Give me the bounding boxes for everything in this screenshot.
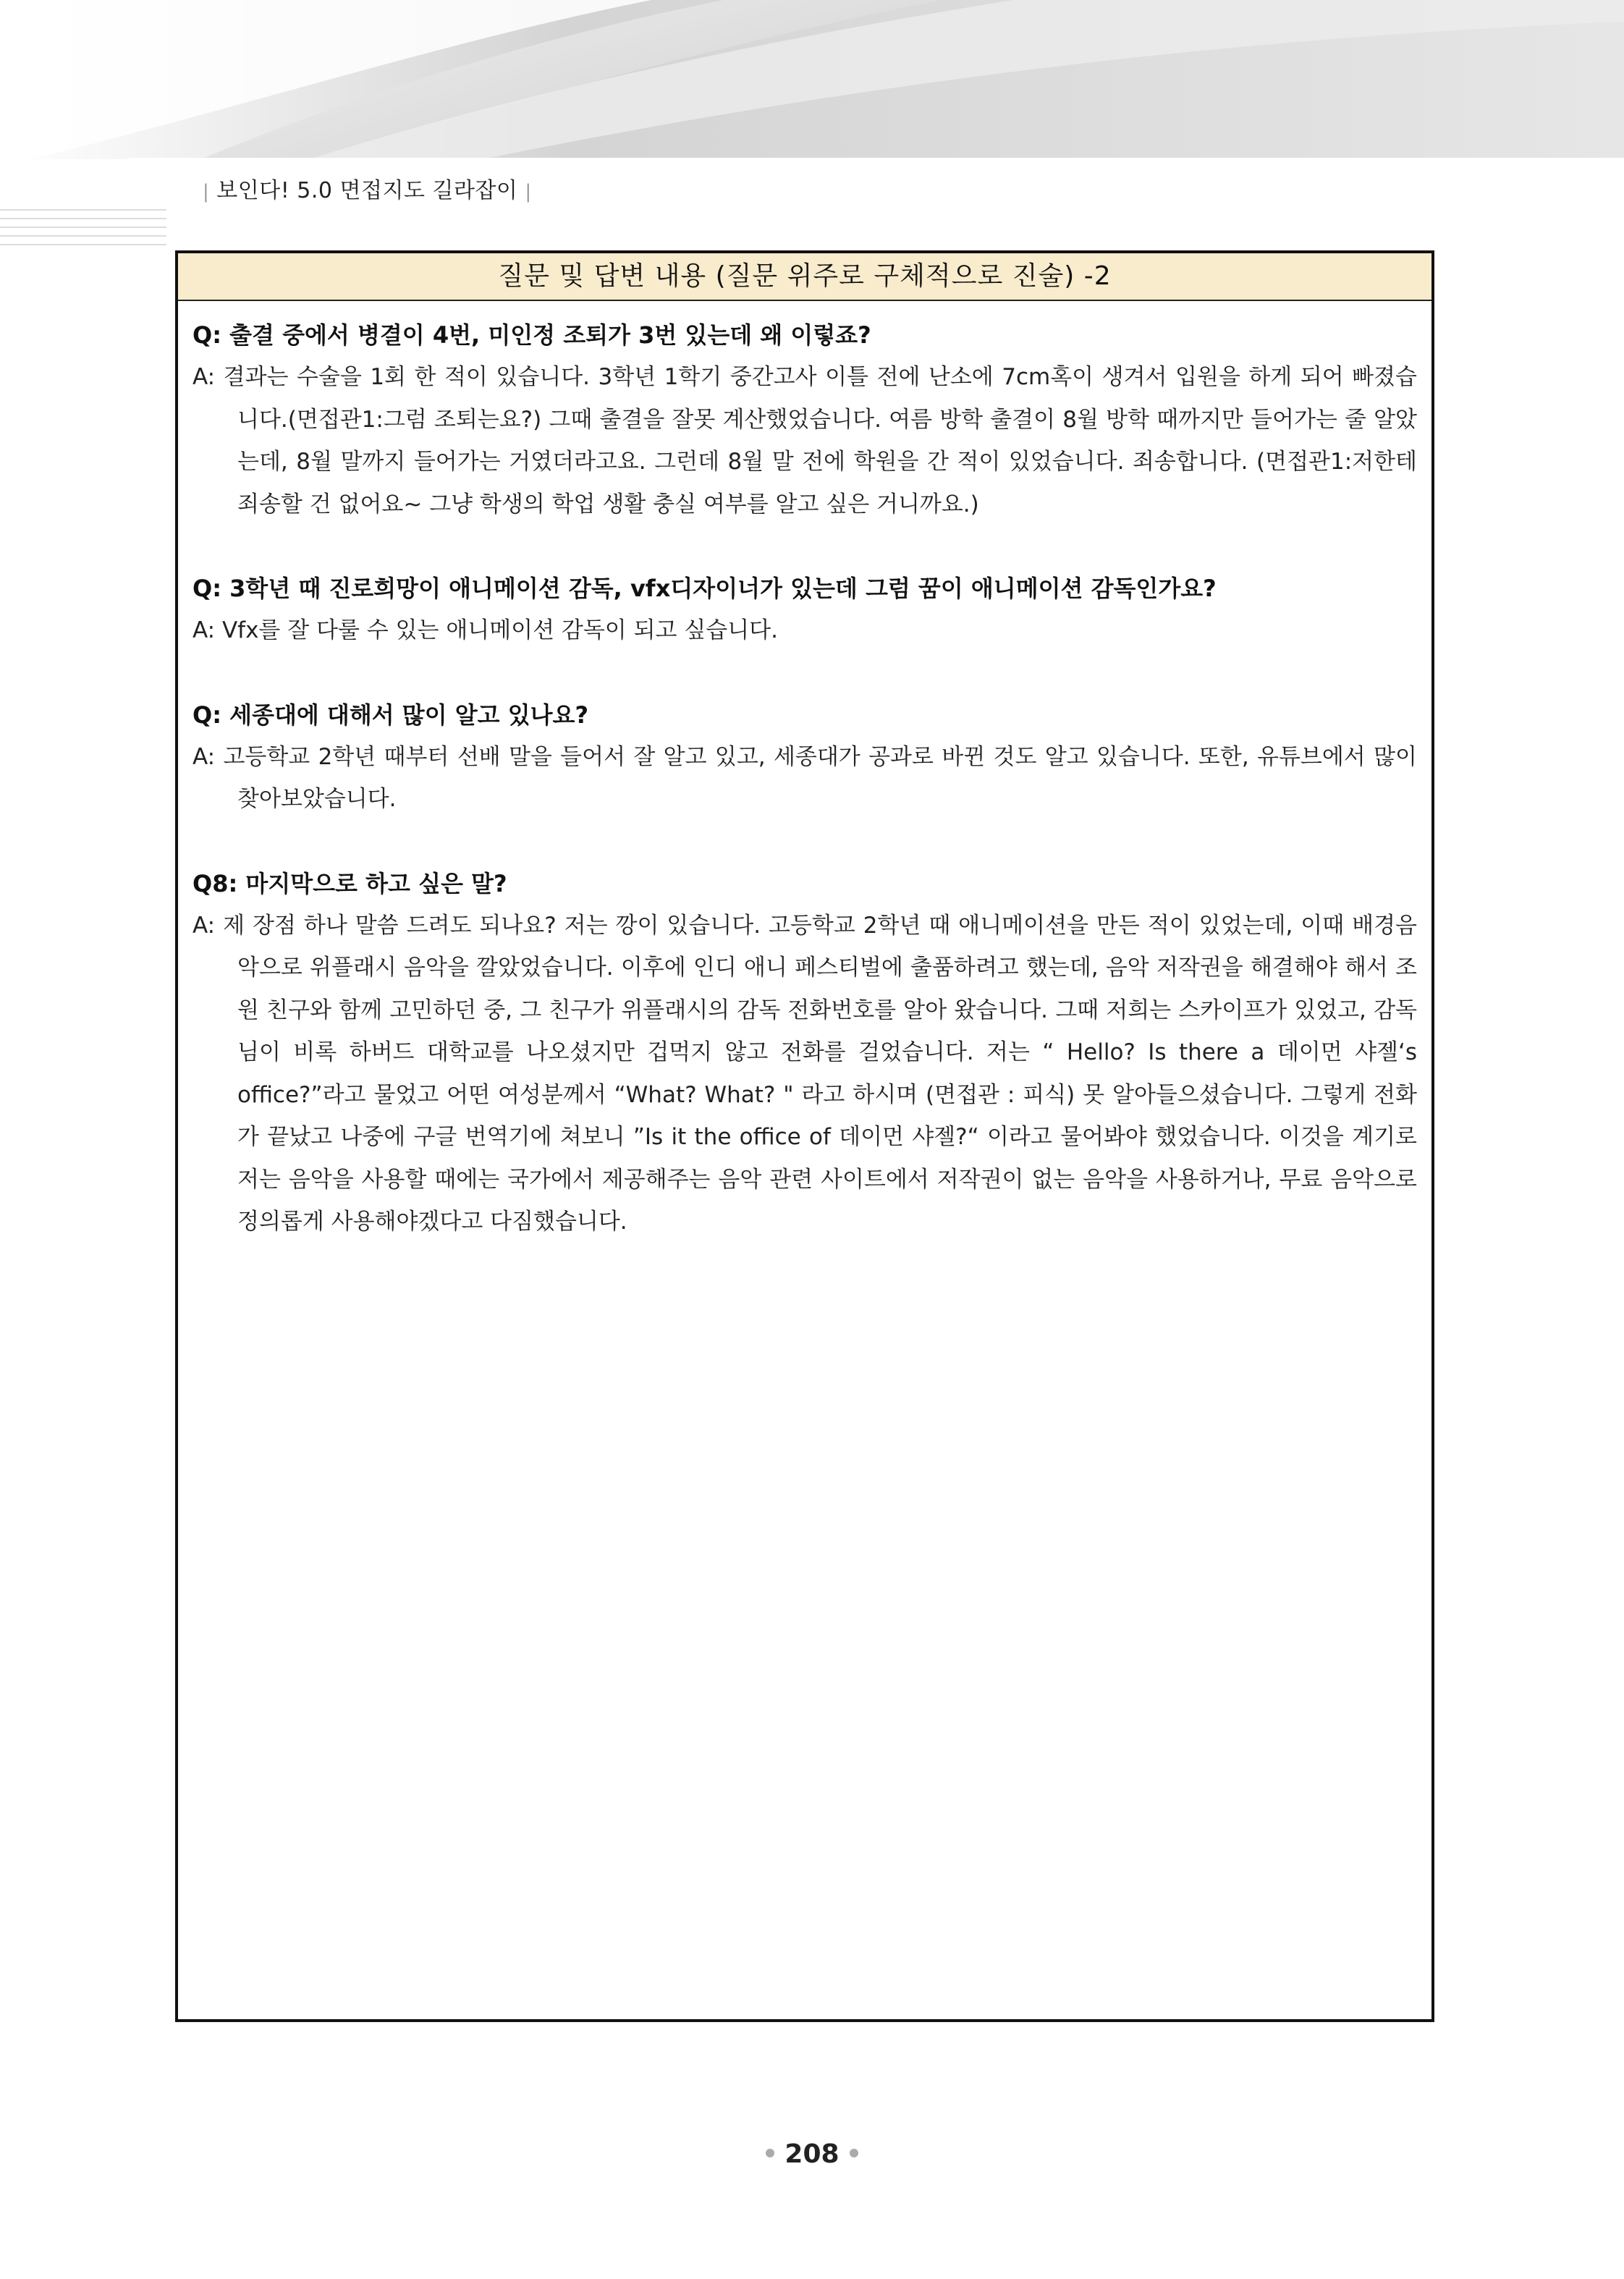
running-head: [195, 172, 539, 204]
question: Q: 세종대에 대해서 많이 알고 있나요?: [193, 701, 589, 729]
qa-item: [193, 694, 1417, 821]
answer: A: 제 장점 하나 말씀 드려도 되나요? 저는 깡이 있습니다. 고등학교 2학년 때 애니메이션을 만든 적이 있었는데, 이때 배경음악으로 위플래시 음악을 깔았었습니다. 이후에 인디 애니 페스티벌에 출품하려고 했는데, 음악 저작권을 해결해야 해서 조원 친구와 함께 고민하던 중, 그 친구가 위플래시의 감독 전화번호를 알아 왔습니다. 그때 저희는 스카이프가 있었고, 감독님이 비록 하버드 대학교를 나오셨지만 겁먹지 않고 전화를 걸었습니다. 저는 “ Hello? Is there a 데이먼 샤젤‘s office?”라고 물었고 어떤 여성분께서 “What? What? " 라고 하시며 (면접관 : 피식) 못 알아들으셨습니다. 그렇게 전화가 끝났고 나중에 구글 번역기에 쳐보니 ”Is it the office of 데이먼 샤젤?“ 이라고 물어봐야 했었습니다. 이것을 계기로 저는 음악을 사용할 때에는 국가에서 제공해주는 음악 관련 사이트에서 저작권이 없는 음악을 사용하거나, 무료 음악으로 정의롭게 사용해야겠다고 다짐했습니다.: [193, 912, 1417, 1235]
page-number-text: 208: [784, 2139, 840, 2169]
question: Q8: 마지막으로 하고 싶은 말?: [193, 869, 507, 897]
answer: A: 고등학교 2학년 때부터 선배 말을 들어서 잘 알고 있고, 세종대가 공과로 바뀐 것도 알고 있습니다. 또한, 유튜브에서 많이 찾아보았습니다.: [193, 743, 1417, 812]
question: Q: 3학년 때 진로희망이 애니메이션 감독, vfx디자이너가 있는데 그럼 꿈이 애니메이션 감독인가요?: [193, 575, 1217, 602]
qa-item: [193, 567, 1417, 652]
divider: |: [203, 181, 210, 203]
qa-table-body: [178, 301, 1431, 1243]
answer: A: 결과는 수술을 1회 한 적이 있습니다. 3학년 1학기 중간고사 이틀 전에 난소에 7cm혹이 생겨서 입원을 하게 되어 빠졌습니다.(면접관1:그럼 조퇴는요?) 그때 출결을 잘못 계산했었습니다. 여름 방학 출결이 8월 방학 때까지만 들어가는 줄 알았는데, 8월 말까지 들어가는 거였더라고요. 그런데 8월 말 전에 학원을 간 적이 있었습니다. 죄송합니다. (면접관1:저한테 죄송할 건 없어요~ 그냥 학생의 학업 생활 충실 여부를 알고 싶은 거니까요.): [193, 364, 1417, 517]
question: Q: 출결 중에서 병결이 4번, 미인정 조퇴가 3번 있는데 왜 이렇죠?: [193, 321, 871, 349]
running-title: 보인다! 5.0 면접지도 길라잡이: [216, 178, 518, 203]
bullet-icon: [850, 2149, 858, 2157]
answer: A: Vfx를 잘 다룰 수 있는 애니메이션 감독이 되고 싶습니다.: [193, 617, 778, 643]
bullet-icon: [766, 2149, 774, 2157]
divider: |: [525, 181, 532, 203]
header-decoration: [0, 0, 1624, 261]
qa-item: [193, 314, 1417, 525]
qa-table-title: 질문 및 답변 내용 (질문 위주로 구체적으로 진술) -2: [178, 253, 1431, 301]
qa-table: [175, 250, 1434, 2022]
qa-item: [193, 863, 1417, 1243]
page-number: [0, 2139, 1624, 2169]
